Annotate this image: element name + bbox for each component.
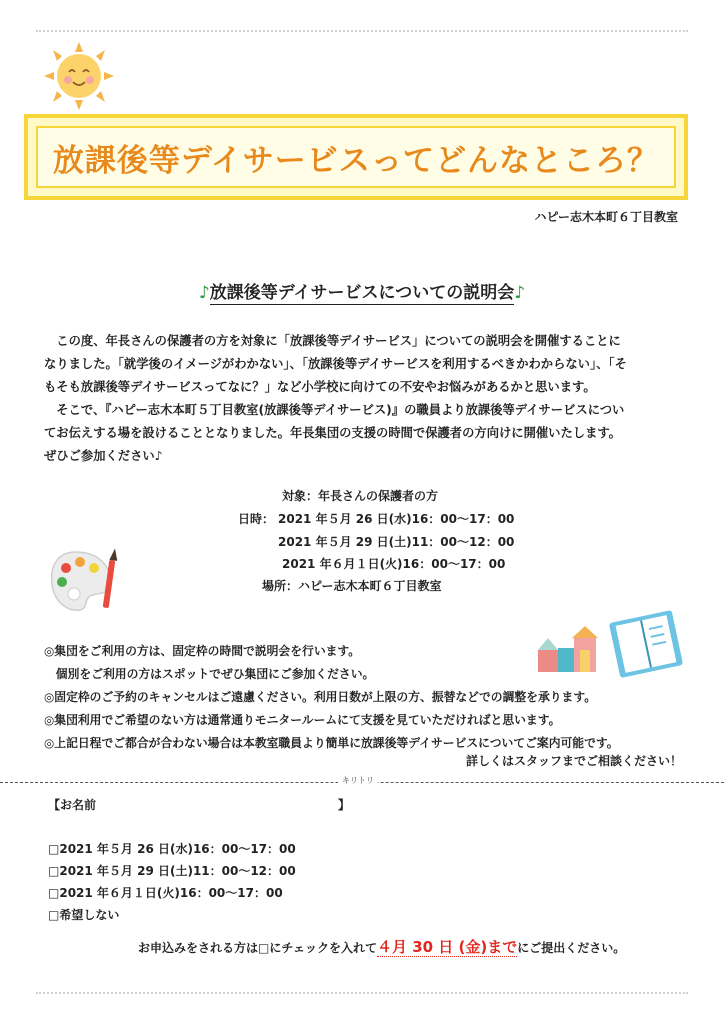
schedule-date: 2021 年６月１日(火)16：00～17：00: [282, 557, 506, 571]
intro-line: この度、年長さんの保護者の方を対象に「放課後等デイサービス」についての説明会を開催することに: [44, 334, 621, 348]
intro-line: もそも放課後等デイサービスってなに？」など小学校に向けての不安やお悩みがあるかと思います。: [44, 380, 596, 394]
intro-line: ぜひご参加ください♪: [44, 449, 163, 463]
schedule-date: 2021 年５月 29 日(土)11：00～12：00: [278, 535, 515, 549]
schedule-target: 対象：年長さんの保護者の方: [282, 489, 439, 503]
music-note-icon: ♪: [198, 283, 210, 303]
sun-icon: [42, 40, 116, 112]
section-subtitle: 放課後等デイサービスについての説明会: [209, 283, 515, 303]
cut-line-label: キリトリ: [338, 775, 378, 786]
title-banner: [24, 114, 688, 200]
date-option-checkbox[interactable]: □2021 年６月１日(火)16：00～17：00: [48, 886, 283, 900]
notes-line: 個別をご利用の方はスポットでぜひ集団にご参加ください。: [44, 667, 375, 681]
notes-closing: 詳しくはスタッフまでご相談ください！: [465, 754, 682, 768]
page-title: 放課後等デイサービスってどんなところ？: [52, 142, 660, 179]
application-prefix: お申込みをされる方は□にチェックを入れて: [138, 941, 377, 955]
intro-paragraph: [44, 330, 684, 468]
deadline-date: ４月 30 日 (金)まで: [376, 938, 518, 956]
notes-line: ◎集団利用でご希望のない方は通常通りモニタールームにて支援を見ていただければと思います。: [44, 713, 561, 727]
notes-line: ◎上記日程でご都合が合わない場合は本教室職員より簡単に放課後等デイサービスについてご案内可能です。: [44, 736, 619, 750]
bottom-dotted-divider: [36, 992, 688, 994]
name-label: 【お名前: [48, 798, 97, 812]
intro-line: なりました。「就学後のイメージがわかない」、「放課後等デイサービスを利用するべきかわからない」、「そ: [44, 357, 627, 371]
top-dotted-divider: [36, 30, 688, 32]
title-banner-inner: [36, 126, 676, 188]
music-note-icon: ♪: [514, 283, 526, 303]
notes-line: ◎集団をご利用の方は、固定枠の時間で説明会を行います。: [44, 644, 361, 658]
schedule-date: 2021 年５月 26 日(水)16：00～17：00: [278, 512, 515, 526]
intro-line: てお伝えする場を設けることとなりました。年長集団の支援の時間で保護者の方向けに開催いたします。: [44, 426, 621, 440]
notes-line: ◎固定枠のご予約のキャンセルはご遠慮ください。利用日数が上限の方、振替などでの調整を承ります。: [44, 690, 597, 704]
date-option-checkbox[interactable]: □2021 年５月 29 日(土)11：00～12：00: [48, 864, 296, 878]
notes-list: [44, 640, 704, 755]
section-heading: [0, 278, 724, 303]
schedule-place: 場所：ハピー志木本町６丁目教室: [262, 579, 442, 593]
date-option-checkbox[interactable]: □2021 年５月 26 日(水)16：00～17：00: [48, 842, 296, 856]
no-attendance-checkbox[interactable]: □希望しない: [48, 908, 120, 922]
name-label-close: 】: [338, 798, 351, 812]
schedule-date-label: 日時：: [238, 512, 275, 526]
application-suffix: にご提出ください。: [517, 941, 626, 955]
school-name: ハピー志木本町６丁目教室: [534, 210, 678, 224]
intro-line: そこで、『ハピー志木本町５丁目教室(放課後等デイサービス)』の職員より放課後等デイサービスについ: [44, 403, 625, 417]
application-instruction: [138, 936, 625, 959]
paint-palette-icon: [48, 546, 124, 616]
